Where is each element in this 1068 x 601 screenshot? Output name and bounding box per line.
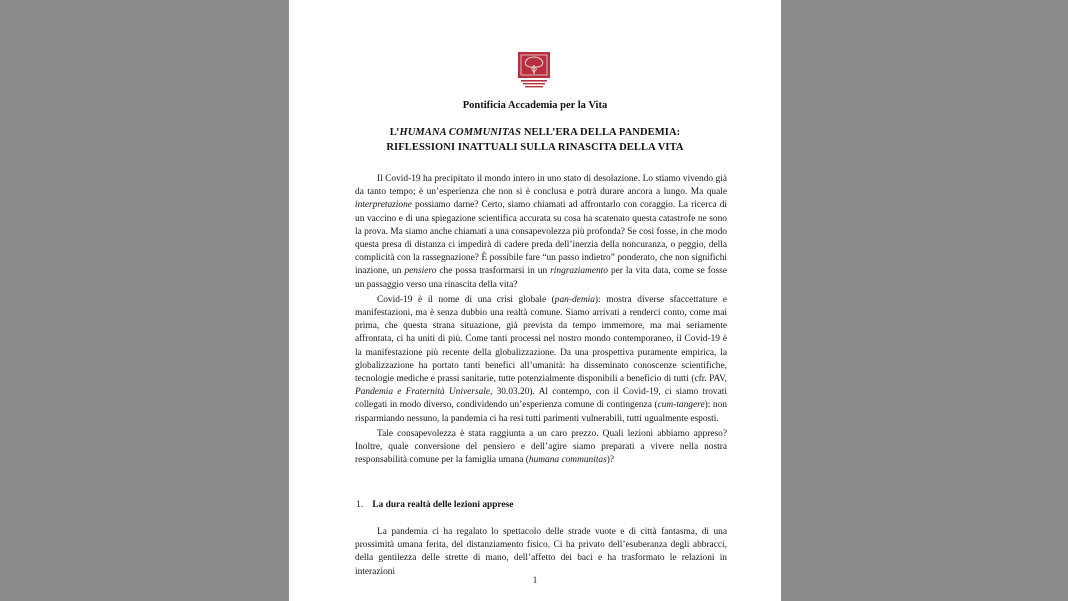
organization-name: Pontificia Accademia per la Vita xyxy=(462,100,608,111)
section-number: 1. xyxy=(356,500,364,510)
document-page xyxy=(289,0,781,601)
paragraph-2: Covid-19 è il nome di una crisi globale (pan-demia): mostra diverse sfaccettature e manifestazioni, ma è senza dubbio una realtà comune. Siamo arrivati a renderci conto, come mai prima, che questa strana situazione, già prevista da tempo immemore, ma mai seriamente affrontata, ci ha uniti di più. Come tanti processi nel nostro mondo contemporaneo, il Covid-19 è la manifestazione più recente della globalizzazione. Da una prospettiva puramente empirica, la globalizzazione ha portato tanti benefici all’umanità: ha disseminato conoscenze scientifiche, tecnologie mediche e prassi sanitarie, tutte potenzialmente disponibili a beneficio di tutti (cfr. PAV, Pandemia e Fraternità Universale, 30.03.20). Al contempo, con il Covid-19, ci siamo trovati collegati in modo diverso, condividendo un’esperienza comune di contingenza (cum-tangere): non risparmiando nessuno, la pandemia ci ha resi tutti parimenti vulnerabili, tutti ugualmente esposti. xyxy=(355,294,727,424)
paragraph-1: Il Covid-19 ha precipitato il mondo intero in uno stato di desolazione. Lo stiamo vivendo già da tanto tempo; è un’esperienza che non si è conclusa e potrà durare ancora a lungo. Ma quale interpretazione possiamo darne? Certo, siamo chiamati ad affrontarlo con coraggio. La ricerca di un vaccino e di una spiegazione scientifica accurata su cosa ha scatenato questa catastrofe ne sono la prova. Ma siamo anche chiamati a una consapevolezza più profonda? Se così fosse, in che modo questa presa di distanza ci impedirà di cadere preda dell’inerzia della noncuranza, o peggio, della complicità con la rassegnazione? È possibile fare “un passo indietro” ponderato, che non significhi inazione, un pensiero che possa trasformarsi in un ringraziamento per la vita data, come se fosse un passaggio verso una rinascita della vita? xyxy=(355,174,727,290)
academy-crest-icon xyxy=(516,50,552,90)
paragraph-4: La pandemia ci ha regalato lo spettacolo delle strade vuote e di città fantasma, di una prossimità umana ferita, del distanziamento fisico. Ci ha privato dell’esuberanza degli abbracci, della gentilezza delle strette di mano, dell’affetto dei baci e ha trasformato le relazioni in interazioni xyxy=(355,527,727,577)
section-title: La dura realtà delle lezioni apprese xyxy=(372,500,514,510)
page-number: 1 xyxy=(532,576,538,586)
document-title-line-1: L’HUMANA COMMUNITAS NELL’ERA DELLA PANDEMIA: xyxy=(389,127,681,138)
body-text xyxy=(355,173,727,469)
paragraph-3: Tale consapevolezza è stata raggiunta a un caro prezzo. Quali lezioni abbiamo appreso? Inoltre, quale conversione del pensiero e dell’agire siamo preparati a vivere nella nostra responsabilità comune per la famiglia umana (humana communitas)? xyxy=(355,428,727,466)
section-heading xyxy=(356,500,736,510)
body-text-section-1 xyxy=(355,526,727,579)
document-title-line-2: RIFLESSIONI INATTUALI SULLA RINASCITA DELLA VITA xyxy=(386,142,684,153)
